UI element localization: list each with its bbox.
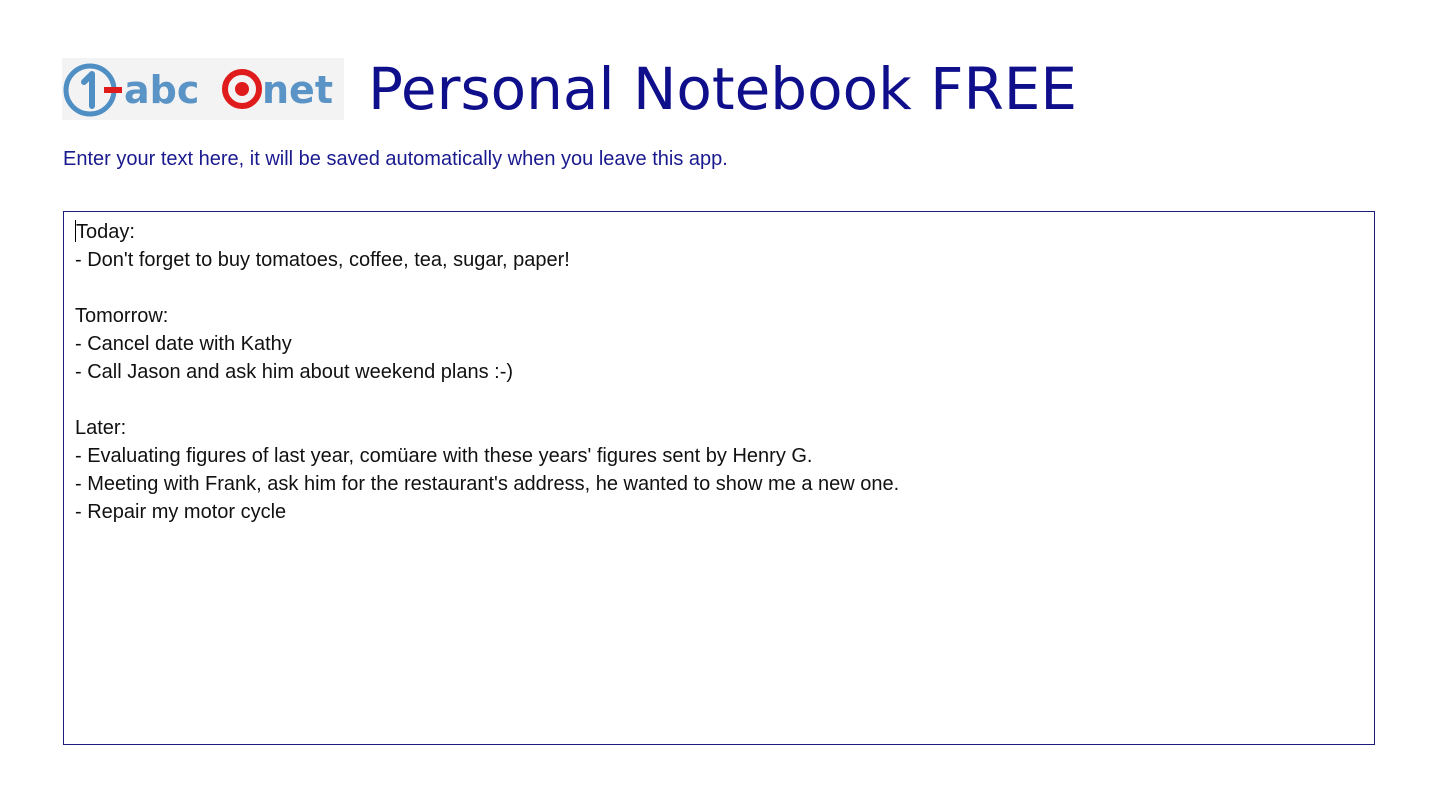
editor-line <box>75 386 1363 414</box>
editor-line: - Cancel date with Kathy <box>75 333 292 355</box>
editor-line: Later: <box>75 417 127 439</box>
editor-line: - Meeting with Frank, ask him for the restaurant's address, he wanted to show me a new one. <box>75 473 900 495</box>
svg-text:net: net <box>262 68 333 112</box>
editor-line: - Repair my motor cycle <box>75 501 287 523</box>
logo <box>62 58 344 120</box>
header <box>62 55 1078 123</box>
app-title: Personal Notebook FREE <box>368 55 1078 123</box>
logo-graphic <box>62 58 344 120</box>
editor-line-text: Today: <box>76 221 135 243</box>
editor-line: Tomorrow: <box>75 305 169 327</box>
editor-line: - Evaluating figures of last year, comüare with these years' figures sent by Henry G. <box>75 445 813 467</box>
editor-line <box>75 218 1363 246</box>
editor-line <box>75 274 1363 302</box>
editor-line: - Call Jason and ask him about weekend plans :-) <box>75 361 514 383</box>
editor-line: - Don't forget to buy tomatoes, coffee, tea, sugar, paper! <box>75 249 570 271</box>
notebook-text-area[interactable] <box>63 211 1375 745</box>
svg-text:abc: abc <box>124 68 200 112</box>
instruction-text: Enter your text here, it will be saved automatically when you leave this app. <box>63 148 728 170</box>
